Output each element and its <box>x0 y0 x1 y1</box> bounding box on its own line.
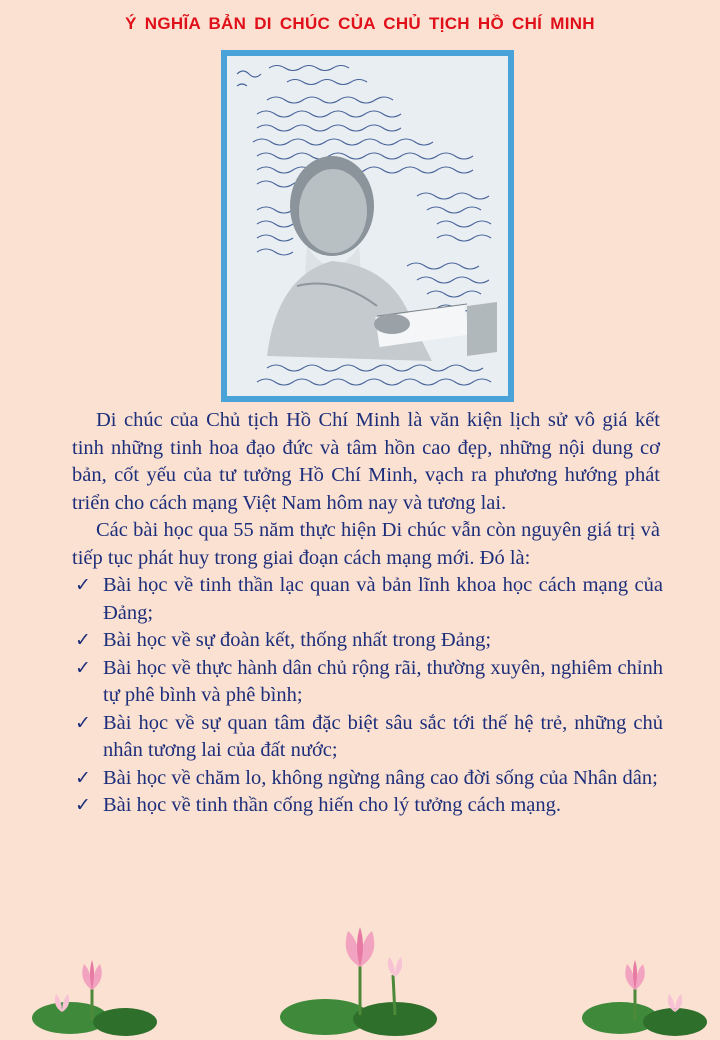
checkmark-icon: ✓ <box>75 794 91 816</box>
intro-paragraph: Di chúc của Chủ tịch Hồ Chí Minh là văn kiện lịch sử vô giá kết tinh những tinh hoa đạo đức và tâm hồn cao đẹp, những nội dung cơ bản, cốt yếu của tư tưởng Hồ Chí Minh, vạch ra phương hướng phát triển cho cách mạng Việt Nam hôm nay và tương lai. <box>72 409 660 514</box>
lotus-left-icon <box>30 930 170 1040</box>
lessons-list <box>75 572 663 820</box>
checkmark-icon: ✓ <box>75 711 91 734</box>
page-title: Ý NGHĨA BẢN DI CHÚC CỦA CHỦ TỊCH HỒ CHÍ MINH <box>125 14 595 33</box>
photo-frame <box>221 50 514 402</box>
lessons-intro-paragraph: Các bài học qua 55 năm thực hiện Di chúc vẫn còn nguyên giá trị và tiếp tục phát huy trong giai đoạn cách mạng mới. Đó là: <box>72 519 660 569</box>
lotus-center-icon <box>275 915 445 1040</box>
list-item: ✓ Bài học về tinh thần cống hiến cho lý tưởng cách mạng. <box>75 792 663 820</box>
checkmark-icon: ✓ <box>75 656 91 679</box>
portrait-writing-image <box>227 56 508 396</box>
checkmark-icon: ✓ <box>75 766 91 789</box>
lotus-right-icon <box>575 930 715 1040</box>
article-body <box>72 407 663 820</box>
list-item: ✓ Bài học về chăm lo, không ngừng nâng cao đời sống của Nhân dân; <box>75 765 663 793</box>
list-item: ✓ Bài học về tinh thần lạc quan và bản lĩnh khoa học cách mạng của Đảng; <box>75 574 663 624</box>
list-item: ✓ Bài học về sự quan tâm đặc biệt sâu sắc tới thế hệ trẻ, những chủ nhân tương lai của đất nước; <box>75 711 663 761</box>
list-item: ✓ Bài học về sự đoàn kết, thống nhất trong Đảng; <box>75 627 663 655</box>
list-item: ✓ Bài học về thực hành dân chủ rộng rãi, thường xuyên, nghiêm chỉnh tự phê bình và phê bình; <box>75 656 663 706</box>
handwriting-portrait-illustration <box>227 56 508 396</box>
checkmark-icon: ✓ <box>75 574 91 596</box>
checkmark-icon: ✓ <box>75 629 91 651</box>
